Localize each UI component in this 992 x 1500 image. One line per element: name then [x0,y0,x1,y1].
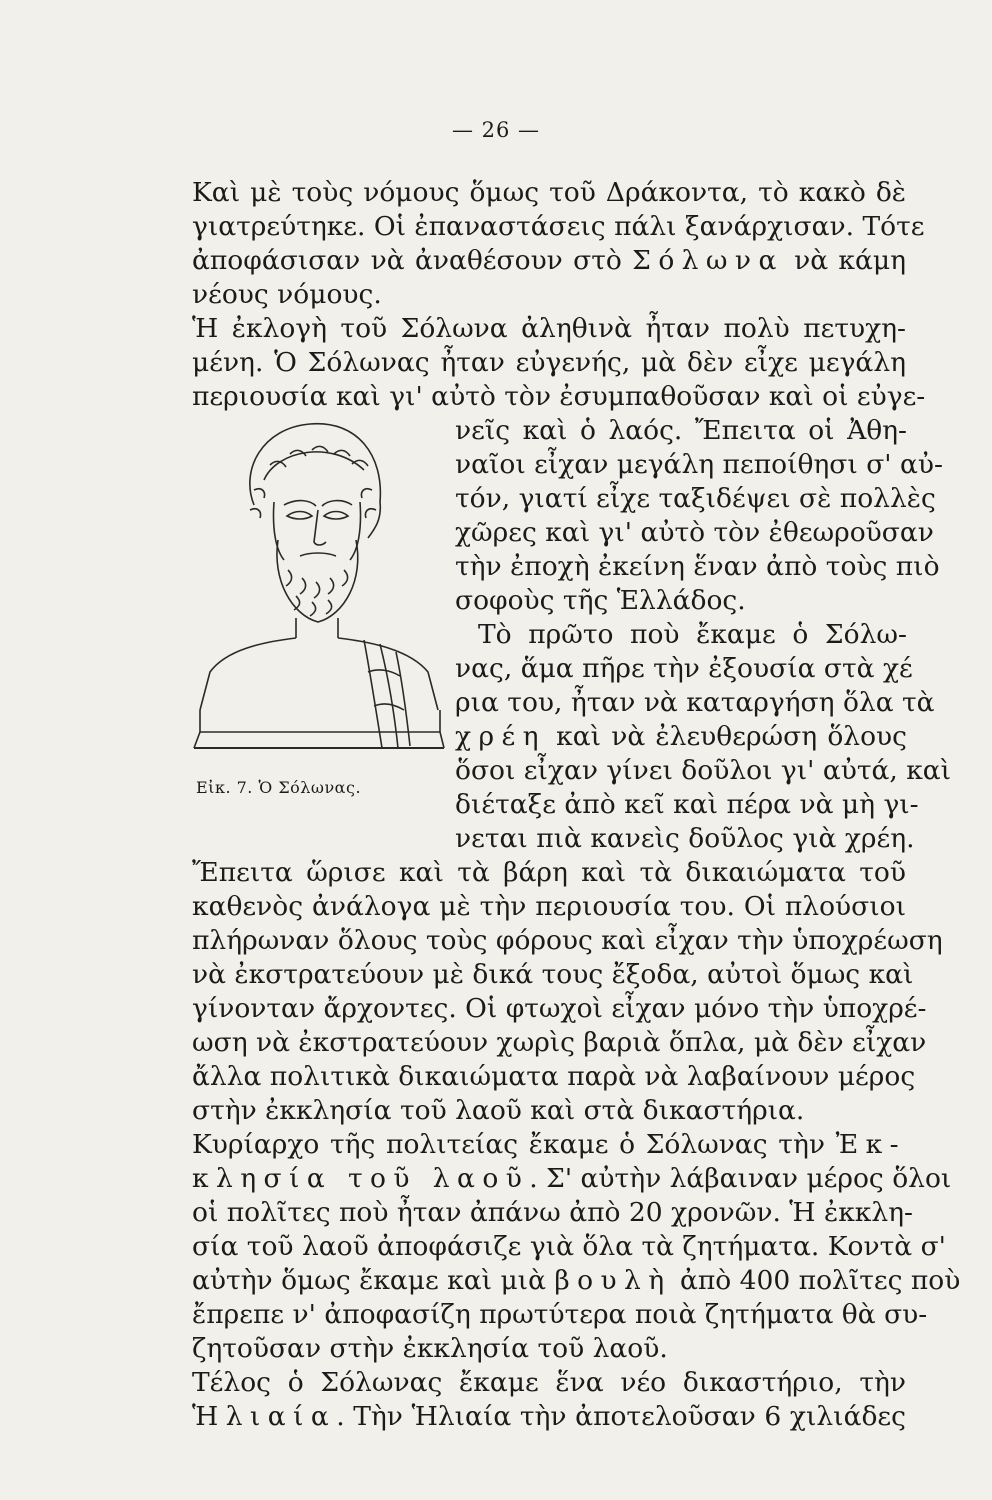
figure-caption: Εἰκ. 7. Ὁ Σόλωνας. [196,778,362,797]
text-span: νὰ κάμη [783,245,906,276]
text-line: γίνονταν ἄρχοντες. Οἱ φτωχοὶ εἶχαν μόνο τὴν ὑποχρέ- [192,993,927,1024]
text-line: Ἔπειτα ὥρισε καὶ τὰ βάρη καὶ τὰ δικαιώματα τοῦ [192,857,906,888]
text-line: Καὶ μὲ τοὺς νόμους ὅμως τοῦ Δράκοντα, τὸ κακὸ δὲ [192,177,906,208]
text-line: ὅσοι εἶχαν γίνει δοῦλοι γι' αὐτά, καὶ [455,755,952,786]
text-line: σία τοῦ λαοῦ ἀποφάσιζε γιὰ ὅλα τὰ ζητήματα. Κοντὰ σ' [192,1231,946,1262]
text-line: νας, ἅμα πῆρε τὴν ἐξουσία στὰ χέ [455,653,913,684]
text-line: στὴν ἐκκλησία τοῦ λαοῦ καὶ στὰ δικαστήρια. [192,1095,805,1126]
text-line: περιουσία καὶ γι' αὐτὸ τὸν ἐσυμπαθοῦσαν καὶ οἱ εὐγε- [192,381,926,412]
emphasized-term: βουλὴ [554,1265,672,1296]
text-line: νὰ ἐκστρατεύουν μὲ δικά τους ἔξοδα, αὐτοὶ ὅμως καὶ [192,959,914,990]
emphasized-word: χρέη [455,721,546,752]
text-span: . Τὴν Ἡλιαία τὴν ἀποτελοῦσαν 6 χιλιάδες [336,1401,906,1432]
text-line: ἄλλα πολιτικὰ δικαιώματα παρὰ νὰ λαβαίνουν μέρος [192,1061,916,1092]
text-span: αὐτὴν ὅμως ἔκαμε καὶ μιὰ [192,1265,555,1296]
text-span: ἀποφάσισαν νὰ ἀναθέσουν στὸ [192,245,633,276]
text-line: γιατρεύτηκε. Οἱ ἐπαναστάσεις πάλι ξανάρχισαν. Τότε [192,211,925,242]
text-line: ωση νὰ ἐκστρατεύουν χωρὶς βαριὰ ὅπλα, μὰ δὲν εἶχαν [192,1027,927,1058]
text-line: διέταξε ἀπὸ κεῖ καὶ πέρα νὰ μὴ γι- [455,789,919,820]
text-line [192,245,906,276]
text-line: πλήρωναν ὅλους τοὺς φόρους καὶ εἶχαν τὴν ὑποχρέωση [192,925,943,956]
text-line: νέους νόμους. [192,279,382,310]
emphasized-term: Ἡλιαία [192,1401,337,1432]
text-line: τὴν ἐποχὴ ἐκείνη ἕναν ἀπὸ τοὺς πιὸ [455,551,940,582]
text-line [192,1129,906,1160]
emphasized-term: κλησία τοῦ λαοῦ [192,1163,530,1194]
text-line [192,1163,952,1194]
text-line: ζητοῦσαν στὴν ἐκκλησία τοῦ λαοῦ. [192,1333,668,1364]
text-line: νεται πιὰ κανεὶς δοῦλος γιὰ χρέη. [455,823,915,854]
text-line: Ἡ ἐκλογὴ τοῦ Σόλωνα ἀληθινὰ ἦταν πολὺ πετυχη- [192,313,906,344]
text-span: ἀπὸ 400 πολῖτες ποὺ [671,1265,961,1296]
text-line: τόν, γιατί εἶχε ταξιδέψει σὲ πολλὲς [455,483,936,514]
text-line [192,1401,906,1432]
text-line: νεῖς καὶ ὁ λαός. Ἔπειτα οἱ Ἀθη- [455,415,907,446]
solon-bust-illustration [192,410,447,760]
text-line: καθενὸς ἀνάλογα μὲ τὴν περιουσία του. Οἱ πλούσιοι [192,891,906,922]
emphasized-term: Ἐκ- [835,1129,906,1160]
text-line [192,1265,961,1296]
page-number: — 26 — [451,118,541,142]
text-line: ἔπρεπε ν' ἀποφασίζη πρωτύτερα ποιὰ ζητήματα θὰ συ- [192,1299,928,1330]
text-span: καὶ νὰ ἐλευθερώση ὅλους [545,721,907,752]
emphasized-name: Σόλωνα [632,245,784,276]
text-line [455,721,907,752]
text-line: Τὸ πρῶτο ποὺ ἔκαμε ὁ Σόλω- [478,619,907,650]
solon-bust-drawing [192,410,447,760]
text-line: οἱ πολῖτες ποὺ ἦταν ἀπάνω ἀπὸ 20 χρονῶν. Ἡ ἐκκλη- [192,1197,913,1228]
text-span: . Σ' αὐτὴν λάβαιναν μέρος ὅλοι [529,1163,952,1194]
text-line: Τέλος ὁ Σόλωνας ἔκαμε ἕνα νέο δικαστήριο, τὴν [192,1367,906,1398]
text-span: Κυρίαρχο τῆς πολιτείας ἔκαμε ὁ Σόλωνας τὴν [192,1129,836,1160]
text-line: ρια του, ἦταν νὰ καταργήση ὅλα τὰ [455,687,935,718]
text-line: μένη. Ὁ Σόλωνας ἦταν εὐγενής, μὰ δὲν εἶχε μεγάλη [192,347,906,378]
text-line: ναῖοι εἶχαν μεγάλη πεποίθησι σ' αὐ- [455,449,943,480]
text-line: σοφοὺς τῆς Ἑλλάδος. [455,585,746,616]
text-line: χῶρες καὶ γι' αὐτὸ τὸν ἐθεωροῦσαν [455,517,934,548]
